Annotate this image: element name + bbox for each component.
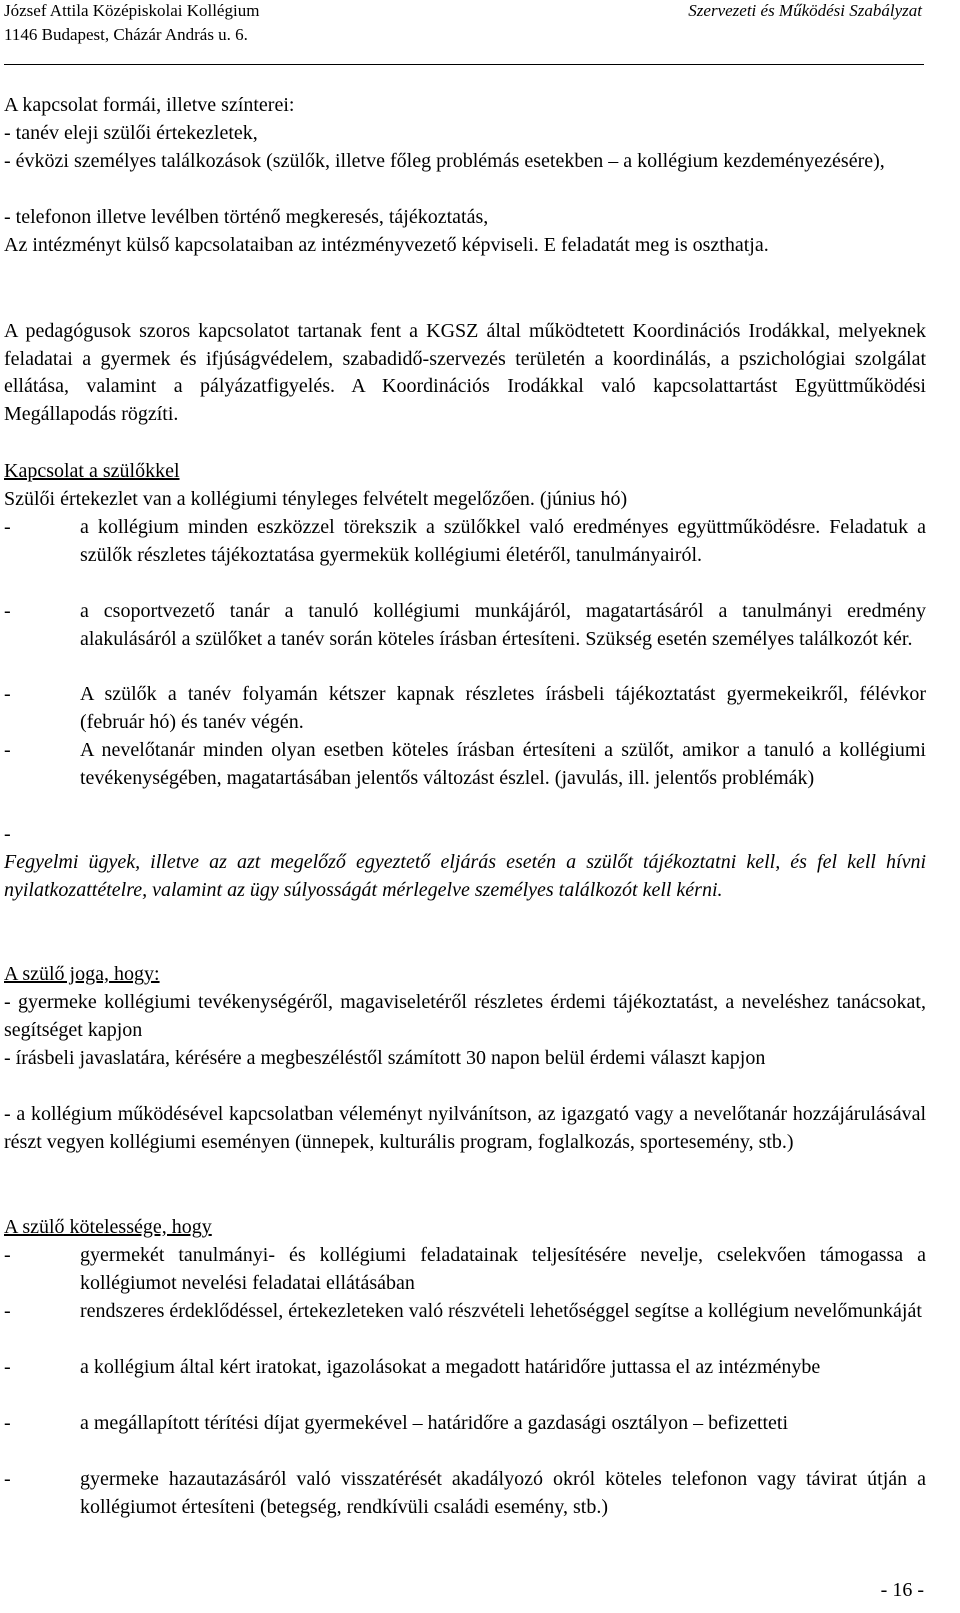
list-dash: - [4, 683, 11, 705]
parent-rights-heading: A szülő joga, hogy: [4, 963, 160, 985]
kgsz-paragraph: A pedagógusok szoros kapcsolatot tartanak fent a KGSZ által működtetett Koordinációs Irodákkal, melyeknek feladatai a gyermek és ifjúságvédelem, szabadidő-szervezés területén a koordinálás, a pszichológiai szolgálat ellátása, valamint a pályázatfigyelés. A Koordinációs Irodákkal való kapcsolattartást Együttműködési Megállapodás rögzíti. [4, 320, 926, 425]
external-relations-paragraph: Az intézményt külső kapcsolataiban az intézményvezető képviseli. E feladatát meg is oszthatja. [4, 234, 769, 256]
parents-list-item: A szülők a tanév folyamán kétszer kapnak részletes írásbeli tájékoztatást gyermekeikről, félévkor (február hó) és tanév végén. [80, 683, 926, 733]
list-dash: - [4, 1468, 11, 1490]
contact-form-item: - tanév eleji szülői értekezletek, [4, 122, 258, 144]
list-dash: - [4, 739, 11, 761]
contact-forms-intro: A kapcsolat formái, illetve színterei: [4, 94, 295, 116]
contact-form-item-text: - évközi személyes találkozások (szülők, illetve főleg problémás esetekben – a kollégium kezdeményezésére), [4, 150, 885, 172]
parents-list-item: a csoportvezető tanár a tanuló kollégiumi munkájáról, magatartásáról a tanulmányi eredmény alakulásáról a szülőket a tanév során köteles írásban értesíteni. Szükség esetén személyes találkozót kér. [80, 600, 926, 650]
parent-duties-item: a kollégium által kért iratokat, igazolásokat a megadott határidőre juttassa el az intézménybe [80, 1356, 821, 1378]
parent-duties-item: rendszeres érdeklődéssel, értekezleteken való részvételi lehetőséggel segítse a kollégium nevelőmunkáját [80, 1300, 922, 1322]
page-number: - 16 - [880, 1579, 924, 1601]
contact-form-item [4, 148, 926, 176]
header-document-title: Szervezeti és Működési Szabályzat [688, 1, 922, 20]
list-dash: - [4, 1300, 11, 1322]
parent-duties-item: gyermeke hazautazásáról való visszatérését akadályozó okról köteles telefonon vagy távirat útján a kollégiumot értesíteni (betegség, rendkívüli családi esemény, stb.) [80, 1468, 926, 1518]
parents-section-heading: Kapcsolat a szülőkkel [4, 460, 180, 482]
parent-duties-item: a megállapított térítési díjat gyermekével – határidőre a gazdasági osztályon – befizetteti [80, 1412, 789, 1434]
header-rule [4, 64, 924, 65]
list-dash: - [4, 1244, 11, 1266]
parent-rights-item: - gyermeke kollégiumi tevékenységéről, magaviseletéről részletes érdemi tájékoztatást, a neveléshez tanácsokat, segítséget kapjon [4, 991, 926, 1041]
header-institution-name: József Attila Középiskolai Kollégium [4, 1, 260, 20]
parents-list-item: A nevelőtanár minden olyan esetben köteles írásban értesíteni a szülőt, amikor a tanuló a kollégiumi tevékenységében, magatartásában jelentős változást észlel. (javulás, ill. jelentős problémák) [80, 739, 926, 789]
empty-list-dash: - [4, 823, 11, 845]
list-dash: - [4, 1412, 11, 1434]
list-dash: - [4, 600, 11, 622]
contact-form-item: - telefonon illetve levélben történő megkeresés, tájékoztatás, [4, 206, 489, 228]
parent-rights-item: - a kollégium működésével kapcsolatban véleményt nyilvánítson, az igazgató vagy a nevelőtanár hozzájárulásával részt vegyen kollégiumi eseményen (ünnepek, kulturális program, foglalkozás, sportesemény, stb.) [4, 1103, 926, 1153]
parent-duties-heading: A szülő kötelessége, hogy [4, 1216, 212, 1238]
list-dash: - [4, 1356, 11, 1378]
header-address: 1146 Budapest, Cházár András u. 6. [4, 25, 248, 44]
parents-list-item: a kollégium minden eszközzel törekszik a szülőkkel való eredményes együttműködésre. Feladatuk a szülők részletes tájékoztatása gyermekük kollégiumi életéről, tanulmányairól. [80, 516, 926, 566]
parent-rights-item: - írásbeli javaslatára, kérésére a megbeszéléstől számított 30 napon belül érdemi választ kapjon [4, 1047, 766, 1069]
disciplinary-note: Fegyelmi ügyek, illetve az azt megelőző egyeztető eljárás esetén a szülőt tájékoztatni kell, és fel kell hívni nyilatkozattételre, valamint az ügy súlyosságát mérlegelve személyes találkozót kell kérni. [4, 851, 926, 901]
list-dash: - [4, 516, 11, 538]
parent-duties-item: gyermekét tanulmányi- és kollégiumi feladatainak teljesítésére nevelje, cselekvően támogassa a kollégiumot nevelési feladatai ellátásában [80, 1244, 926, 1294]
parents-meeting-intro: Szülői értekezlet van a kollégiumi tényleges felvételt megelőzően. (június hó) [4, 488, 628, 510]
